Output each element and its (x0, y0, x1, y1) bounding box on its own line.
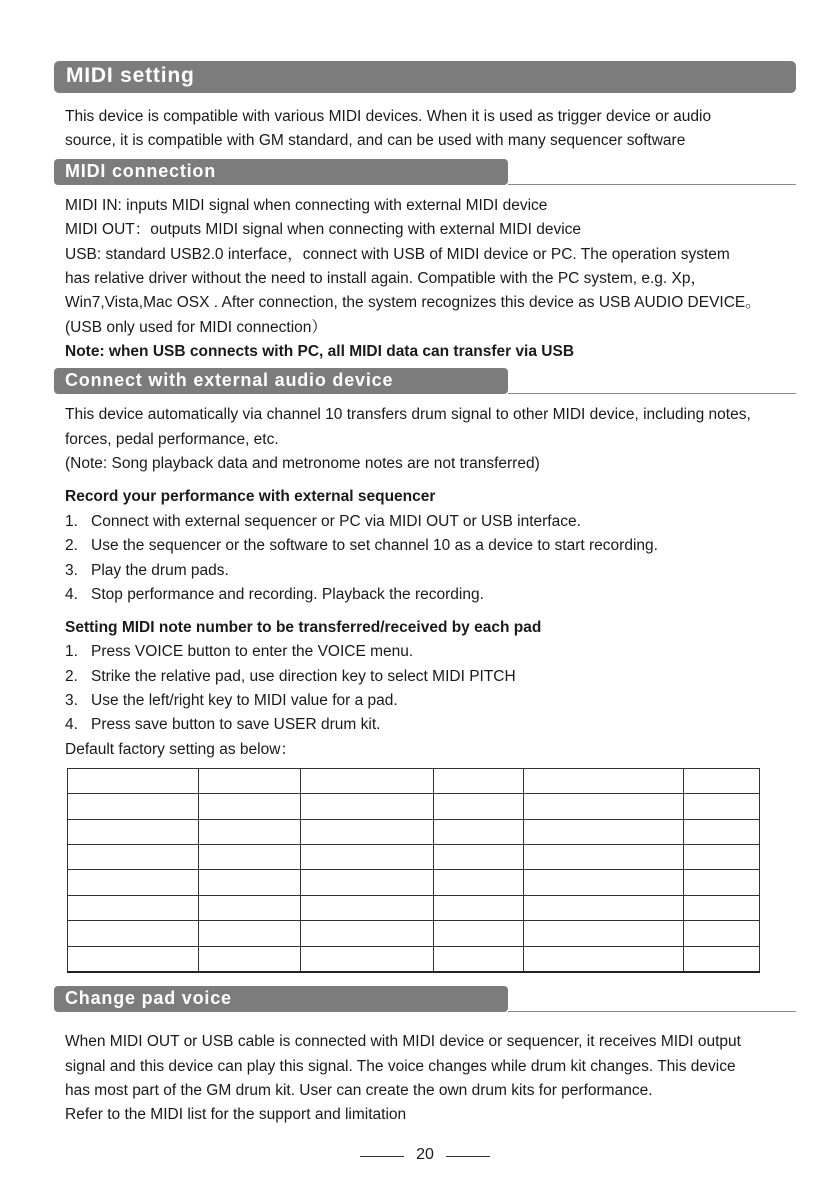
external-line: forces, pedal performance, etc. (65, 431, 279, 448)
section-divider (508, 1011, 796, 1012)
change-line: Refer to the MIDI list for the support and limitation (65, 1106, 407, 1123)
table-row (68, 845, 760, 870)
section-title: MIDI connection (65, 161, 216, 181)
intro-line-1: This device is compatible with various MIDI devices. When it is used as trigger device or audio (65, 108, 712, 125)
setting-title: Setting MIDI note number to be transferred/received by each pad (65, 619, 542, 636)
section-header-change-pad-voice (54, 986, 508, 1012)
page-number-text: 20 (416, 1146, 434, 1163)
table-row (68, 819, 760, 844)
external-line: (Note: Song playback data and metronome notes are not transferred) (65, 455, 540, 472)
page-number-rule (446, 1156, 490, 1157)
section-title: Connect with external audio device (65, 370, 394, 390)
connection-line: (USB only used for MIDI connection） (65, 319, 327, 336)
connection-line: USB: standard USB2.0 interface，connect with USB of MIDI device or PC. The operation system (65, 246, 730, 263)
table-row (68, 946, 760, 972)
default-label: Default factory setting as below： (65, 741, 296, 758)
change-line: When MIDI OUT or USB cable is connected with MIDI device or sequencer, it receives MIDI output (65, 1033, 741, 1050)
table-row (68, 921, 760, 946)
setting-step: 4. Press save button to save USER drum kit. (65, 716, 381, 733)
section-divider (508, 393, 796, 394)
section-header-midi-setting (54, 61, 796, 93)
table-row (68, 895, 760, 920)
setting-step: 2. Strike the relative pad, use direction key to select MIDI PITCH (65, 668, 516, 685)
section-title: Change pad voice (65, 988, 232, 1008)
record-step: 4. Stop performance and recording. Playback the recording. (65, 586, 484, 603)
connection-line: has relative driver without the need to install again. Compatible with the PC system, e.g. Xp， (65, 270, 706, 287)
setting-step: 1. Press VOICE button to enter the VOICE menu. (65, 643, 414, 660)
table-row (68, 870, 760, 895)
table-row (68, 769, 760, 794)
change-line: has most part of the GM drum kit. User can create the own drum kits for performance. (65, 1082, 653, 1099)
record-step: 2. Use the sequencer or the software to set channel 10 as a device to start recording. (65, 537, 658, 554)
page-number-rule (360, 1156, 404, 1157)
default-settings-table (67, 768, 760, 973)
setting-step: 3. Use the left/right key to MIDI value for a pad. (65, 692, 398, 709)
usb-note: Note: when USB connects with PC, all MIDI data can transfer via USB (65, 343, 575, 360)
record-step: 1. Connect with external sequencer or PC via MIDI OUT or USB interface. (65, 513, 581, 530)
connection-line: Win7,Vista,Mac OSX . After connection, the system recognizes this device as USB AUDIO DEVICE。 (65, 294, 761, 311)
connection-line: MIDI IN: inputs MIDI signal when connecting with external MIDI device (65, 197, 548, 214)
section-title: MIDI setting (66, 64, 195, 87)
intro-line-2: source, it is compatible with GM standard, and can be used with many sequencer software (65, 132, 686, 149)
record-title: Record your performance with external sequencer (65, 488, 436, 505)
external-line: This device automatically via channel 10 transfers drum signal to other MIDI device, including notes, (65, 406, 751, 423)
record-step: 3. Play the drum pads. (65, 562, 229, 579)
table-row (68, 794, 760, 819)
section-header-midi-connection (54, 159, 508, 185)
page-number (360, 1146, 490, 1168)
section-divider (508, 184, 796, 185)
section-header-external-audio (54, 368, 508, 394)
change-line: signal and this device can play this signal. The voice changes while drum kit changes. This device (65, 1058, 736, 1075)
connection-line: MIDI OUT：outputs MIDI signal when connecting with external MIDI device (65, 221, 582, 238)
